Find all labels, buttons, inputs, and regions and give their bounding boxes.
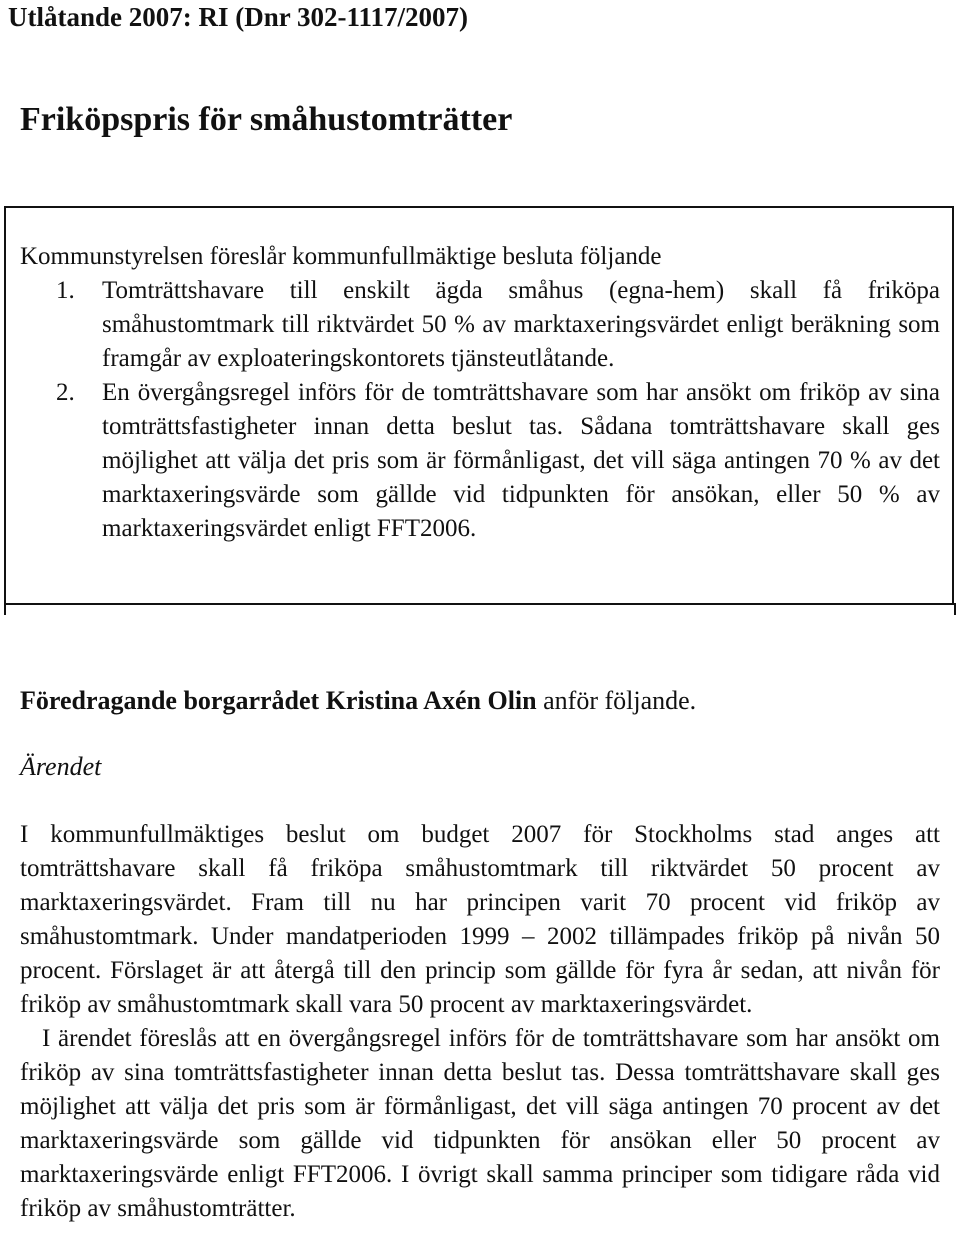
box-corner-tick-left — [4, 603, 6, 615]
document-reference: Utlåtande 2007: RI (Dnr 302-1117/2007) — [8, 2, 469, 32]
box-corner-tick-right — [954, 603, 956, 615]
decision-item-2 — [20, 376, 940, 546]
presenter-suffix: anför följande. — [536, 686, 697, 715]
decision-item-1 — [20, 274, 940, 376]
presenter-name: Föredragande borgarrådet Kristina Axén Olin — [20, 686, 537, 715]
section-heading: Ärendet — [20, 752, 102, 781]
body-paragraph-2: I ärendet föreslås att en övergångsregel införs för de tomträttshavare som har ansökt om friköp av sina tomträttsfastigheter innan detta beslut tas. Dessa tomträttshavare skall ges möjlighet att välja det pris som är förmånligast, det vill säga antingen 70 procent av det marktaxeringsvärde som gällde vid tidpunkten för ansökan eller 50 procent av marktaxeringsvärde enligt FFT2006. I övrigt skall samma principer som tidigare råda vid friköp av småhustomträtter. — [20, 1025, 940, 1222]
decision-item-text: Tomträttshavare till enskilt ägda småhus (egna-hem) skall få friköpa småhustomtmark till riktvärdet 50 % av marktaxeringsvärdet enligt beräkning som framgår av exploateringskontorets tjänsteutlåtande. — [102, 277, 940, 372]
decision-item-text: En övergångsregel införs för de tomträttshavare som har ansökt om friköp av sina tomträttsfastigheter innan detta beslut tas. Sådana tomträttshavare skall ges möjlighet att välja det pris som är förmånligast, det vill säga antingen 70 % av det marktaxeringsvärde som gällde vid tidpunkten för ansökan, eller 50 % av marktaxeringsvärdet enligt FFT2006. — [102, 379, 940, 542]
presenter-line — [20, 684, 696, 718]
decision-item-number: 2. — [56, 379, 75, 406]
page-title: Friköpspris för småhustomträtter — [20, 101, 513, 138]
body-paragraph-1: I kommunfullmäktiges beslut om budget 2007 för Stockholms stad anges att tomträttshavare skall få friköpa småhustomtmark till riktvärdet 50 procent av marktaxeringsvärdet. Fram till nu har principen varit 70 procent vid friköp av småhustomtmark. Under mandatperioden 1999 – 2002 tillämpades friköp på nivån 50 procent. Förslaget är att återgå till den princip som gällde för fyra år sedan, att nivån för friköp av småhustomtmark skall vara 50 procent av marktaxeringsvärdet. — [20, 821, 940, 1018]
decision-box-bottom-border — [4, 603, 956, 605]
decision-item-number: 1. — [56, 277, 75, 304]
body-text — [20, 818, 940, 1226]
decision-intro: Kommunstyrelsen föreslår kommunfullmäktige besluta följande — [20, 243, 662, 270]
